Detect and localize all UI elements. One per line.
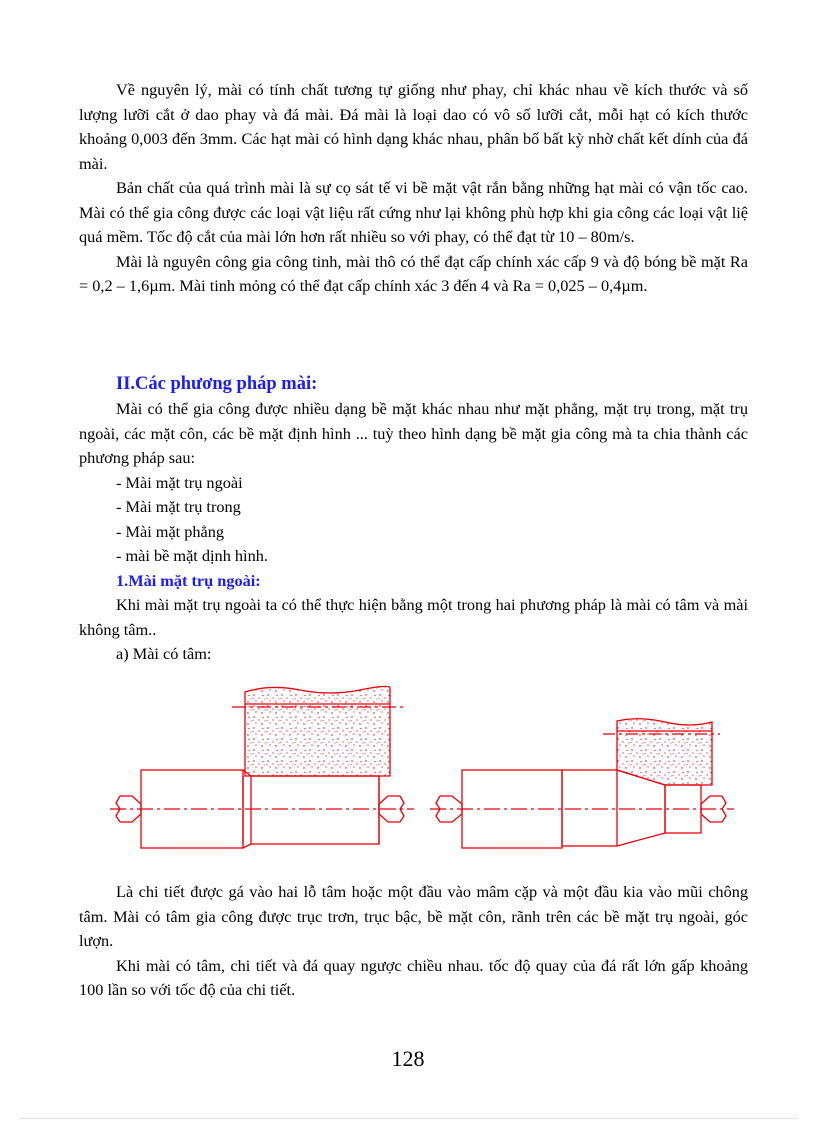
stepped-shaft-drawing [430,719,734,848]
intro-paragraph-2: Bản chất của quá trình mài là sự cọ sát tế vi bề mặt vật rắn bằng những hạt mài có vận tốc cao. Mài có thể gia công được các loại vật liệu rất cứng như lại không phù hợp khi gia công các loại vật liệ quá mềm. Tốc độ cắt của mài lớn hơn rất nhiều so với phay, có thể đạt từ 10 – 80m/s. [79,178,748,246]
intro-paragraph-1: Về nguyên lý, mài có tính chất tương tự giống như phay, chỉ khác nhau về kích thước và số lượng lưỡi cắt ở dao phay và đá mài. Đá mài là loại dao có vô số lưỡi cắt, mỗi hạt có kích thước khoảng 0,003 đến 3mm. Các hạt mài có hình dạng khác nhau, phân bố bất kỳ nhờ chất kết dính của đá mài. [79,80,748,173]
grinding-wheel-left [245,686,390,776]
shaft-section-left [251,776,379,844]
centered-grinding-figure [100,677,740,862]
page-number: 128 [391,1046,425,1071]
method-item-1: - Mài mặt trụ ngoài [116,472,243,492]
intro-paragraph-3: Mài là nguyên công gia công tinh, mài thô có thể đạt cấp chính xác cấp 9 và độ bóng bề mặt Ra = 0,2 – 1,6µm. Mài tinh mỏng có thể đạt cấp chính xác 3 đến 4 và Ra = 0,025 – 0,4µm. [79,251,748,295]
after-figure-paragraph-2: Khi mài có tâm, chi tiết và đá quay ngược chiều nhau. tốc độ quay của đá rất lớn gấp khoảng 100 lần so với tốc độ của chi tiết. [79,955,748,999]
after-figure-text [79,880,748,1003]
section-2 [79,371,748,667]
shaft-step-right [562,770,617,846]
section-2-heading: II.Các phương pháp mài: [116,374,318,394]
intro-text [79,78,748,299]
plain-shaft-drawing [110,686,414,848]
after-figure-paragraph-1: Là chi tiết được gá vào hai lỗ tâm hoặc một đầu vào mâm cặp và một đầu kia vào mũi chông tâm. Mài có tâm gia công được trục trơn, trục bậc, bề mặt côn, rãnh trên các bề mặt trụ ngoài, góc lượn. [79,882,748,950]
method-item-2: - Mài mặt trụ trong [116,497,241,516]
footer-rule [20,1118,796,1119]
method-item-3: - Mài mặt phẳng [116,521,225,541]
section-2-intro: Mài có thể gia công được nhiều dạng bề mặt khác nhau như mặt phẳng, mặt trụ trong, mặt trụ ngoài, các mặt côn, các bề mặt định hình ... tuỳ theo hình dạng bề mặt gia công mà ta chia thành các phương pháp sau: [79,399,748,467]
method-item-4: - mài bề mặt dịnh hình. [116,546,268,565]
subsection-1-intro: Khi mài mặt trụ ngoài ta có thể thực hiện bằng một trong hai phương pháp là mài có tâm và mài không tâm.. [79,595,748,639]
subsection-1-heading: 1.Mài mặt trụ ngoài: [116,570,261,590]
item-a-label: a) Mài có tâm: [116,644,212,663]
